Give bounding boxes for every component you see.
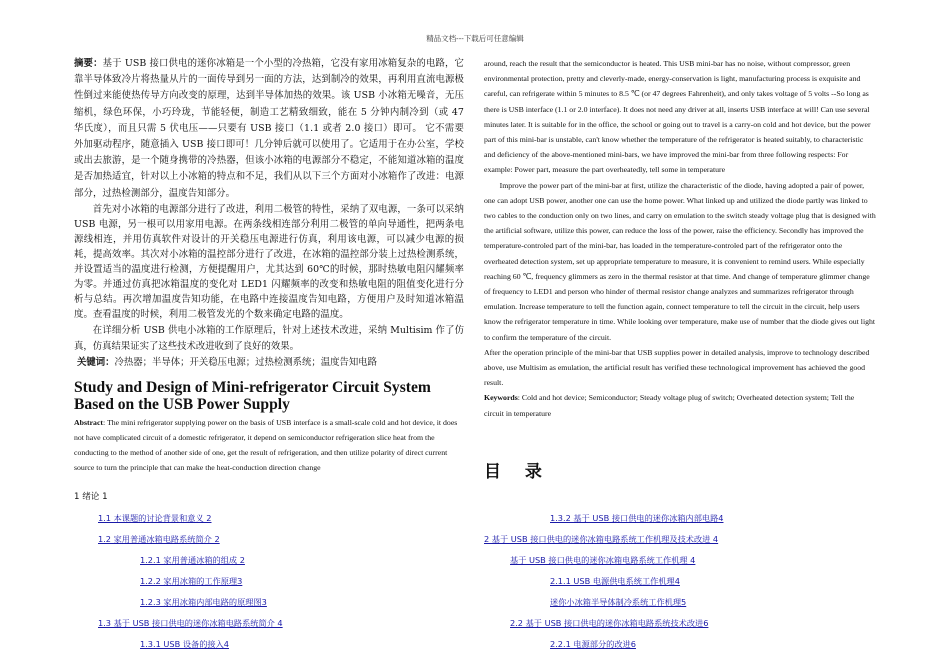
toc-link-2-2[interactable]: 2.2 基于 USB 接口供电的迷你冰箱电路系统技术改进6 (510, 618, 709, 628)
toc-link-1-1[interactable]: 1.1 本课题的讨论背景和意义 2 (98, 513, 212, 523)
toc-link-1-3-1[interactable]: 1.3.1 USB 设备的接入4 (140, 639, 229, 649)
cn-keywords (74, 355, 464, 371)
page-header: 精品文档---下载后可任意编辑 (426, 34, 524, 43)
en-paragraph-2: After the operation principle of the mini-bar that USB supplies power in detailed analysis, improve to technology described above, use Multisim as emulation, the artificial result has verified these technological improvement has achieved the good result. (484, 347, 870, 388)
toc-link-2-1[interactable]: 基于 USB 接口供电的迷你冰箱电路系统工作机理 4 (510, 555, 696, 565)
cn-abstract-label: 摘要： (74, 58, 103, 69)
toc-link-1-3[interactable]: 1.3 基于 USB 接口供电的迷你冰箱电路系统简介 4 (98, 618, 283, 628)
right-column (484, 56, 876, 421)
cn-keywords-label: 关键词： (76, 356, 115, 368)
en-paragraph-1: Improve the power part of the mini-bar at first, utilize the characteristic of the diode, having adopted a pair of power, one can adopt USB power, another one can use the home power. What linked up and utilized the diode partly was linked to two cables to the conduction only on two lines, and carry on emulation to the switch steady voltage plug that is designed with the artificial software, utilize this power, can reduce the loss of the power, raise the efficiency. Secondly has improved the temperature-controled part of the mini-bar, has loaded in the temperature-controled part of the refrigerator onto the overheated detection system, set up appropriate temperature to measure, it is convenient to remind users. While especially reaching 60 ℃, frequency glimmers as zero in the thermal resistor at that time. And change of temperature glimmer change of frequency to LED1 and person who hinder of thermal resistor change analyzes and summarizes refrigerator through emulation. Increase temperature to tell the function again, connect temperature to tell the circuit in the circuit, help users know the refrigerator temperature in time. While looking over temperature, make use of number that the diode gives out light to confirm the temperature of the circuit. (484, 180, 876, 342)
toc-entry-1: 1 绪论 1 (74, 492, 108, 502)
cn-paragraph-1: 首先对小冰箱的电源部分进行了改进，利用二极管的特性，采纳了双电源，一条可以采纳 USB 电源，另一根可以用家用电源。在两条线相连部分利用二极管的单向导通性，把两条电源线相连，并用仿真软件对设计的开关稳压电源进行仿真，利用该电源，可以减少电源的损耗，提高效率。其次对小冰箱的温控部分进行了改进，在冰箱的温控部分装上过热检测系统，并设置适当的温度进行检测，方便提醒用户，尤其达到 60℃的时候，那时热敏电阻闪耀频率为零。并通过仿真把冰箱温度的变化对 LED1 闪耀频率的改变和热敏电阻的阻值变化进行分析与总结。再次增加温度告知功能，在电路中连接温度告知电路，方便用户及时知道冰箱温度。查看温度的时候，利用二极管发光的个数来确定电路的温度。 (74, 203, 464, 321)
toc-link-1-2-1[interactable]: 1.2.1 家用普通冰箱的组成 2 (140, 555, 245, 565)
toc-link-1-2-3[interactable]: 1.2.3 家用冰箱内部电路的原理图3 (140, 597, 267, 607)
left-column (74, 56, 464, 476)
cn-abstract-text: 基于 USB 接口供电的迷你冰箱是一个小型的冷热箱，它没有家用冰箱复杂的电路，它靠半导体致冷片将热量从片的一面传导到另一面的方法，达到制冷的效果，再利用直流电源极性倒过来能使热传导方向改变的原理，达到半导体加热的效果。该 USB 小冰箱无噪音，无压缩机，绿色环保，小巧玲珑，节能轻便，制造工艺精致细致，能在 5 分钟内制冷到（或 47 华氏度），而且只需 5 伏电压——只要有 USB 接口（1.1 或者 2.0 接口）即可。 它不需要外加驱动程序，随意插入 USB 接口即可！几分钟后就可以使用了。它适用于在办公室，学校或出去旅游，是一个随身携带的冷热器，但该小冰箱的电源部分不稳定，不能知道冰箱的温度是否加热适宜，针对以上小冰箱的特点和不足，我们从以下三个方面对小冰箱作了改进：电源部分，过热检测部分，温度告知部分。 (74, 58, 464, 199)
toc-left-column (74, 489, 474, 653)
en-abstract-text-left: : The mini refrigerator supplying power on the basis of USB interface is a small-scale cold and hot device, it does not have complicated circuit of a domestic refrigerator, it depend on semiconductor refrigeration slice heat from the conducting to the method of another side of one, get the result of refrigeration, and then utilize polarity of direct current source to turn the principle that can make the heat-conduction direction change (74, 417, 458, 473)
toc-link-1-3-2[interactable]: 1.3.2 基于 USB 接口供电的迷你冰箱内部电路4 (550, 513, 724, 523)
toc-link-2[interactable]: 2 基于 USB 接口供电的迷你冰箱电路系统工作机理及技术改进 4 (484, 534, 719, 544)
en-keywords-label: Keywords (484, 393, 518, 403)
en-abstract-part2: around, reach the result that the semiconductor is heated. This USB mini-bar has no noise, without compressor, green environmental protection, pretty and cleverly-made, energy-conservation is light, manufacturing process is exquisite and careful, can refrigerate within 5 minutes to 8.5 ℃ (or 47 degrees Fahrenheit), and only takes voltage of 5 volts --So long as there is USB interface (1.1 or 2.0 interface). It does not need any driver at all, inserts USB interface at will! Can use several minutes later. It is suitable for in the office, the school or going out to travel is a carry-on cold and hot device, but the power part of this mini-bar is unstable, can't know whether the temperature of the refrigerator is heated suitably, to characteristic and deficiency of the above-mentioned mini-bars, we have improved the mini-bar from three following respects: For example: Power part, measure the part overheatedly, tell some in temperature (484, 59, 871, 175)
toc-link-2-1-2[interactable]: 迷你小冰箱半导体制冷系统工作机理5 (550, 597, 687, 607)
en-abstract-label: Abstract (74, 417, 104, 427)
toc-title: 目 录 (484, 462, 551, 482)
en-abstract-part1 (74, 415, 464, 476)
toc-link-1-2-2[interactable]: 1.2.2 家用冰箱的工作原理3 (140, 576, 243, 586)
english-title: Study and Design of Mini-refrigerator Circuit System Based on the USB Power Supply (74, 378, 431, 413)
toc-link-2-2-1[interactable]: 2.2.1 电源部分的改进6 (550, 639, 636, 649)
cn-keywords-text: 冷热器；半导体；开关稳压电源；过热检测系统；温度告知电路 (114, 356, 378, 368)
toc-link-1-2[interactable]: 1.2 家用普通冰箱电路系统简介 2 (98, 534, 220, 544)
cn-paragraph-2: 在详细分析 USB 供电小冰箱的工作原理后，针对上述技术改进，采纳 Multisim 作了仿真，仿真结果证实了这些技术改进收到了良好的效果。 (74, 324, 464, 352)
toc-link-2-1-1[interactable]: 2.1.1 USB 电源供电系统工作机理4 (550, 576, 680, 586)
cn-abstract (74, 56, 464, 202)
toc-right-column (484, 506, 884, 653)
en-keywords (484, 390, 876, 420)
en-keywords-text: : Cold and hot device; Semiconductor; Steady voltage plug of switch; Overheated detection system; Tell the circuit in temperature (484, 393, 855, 418)
